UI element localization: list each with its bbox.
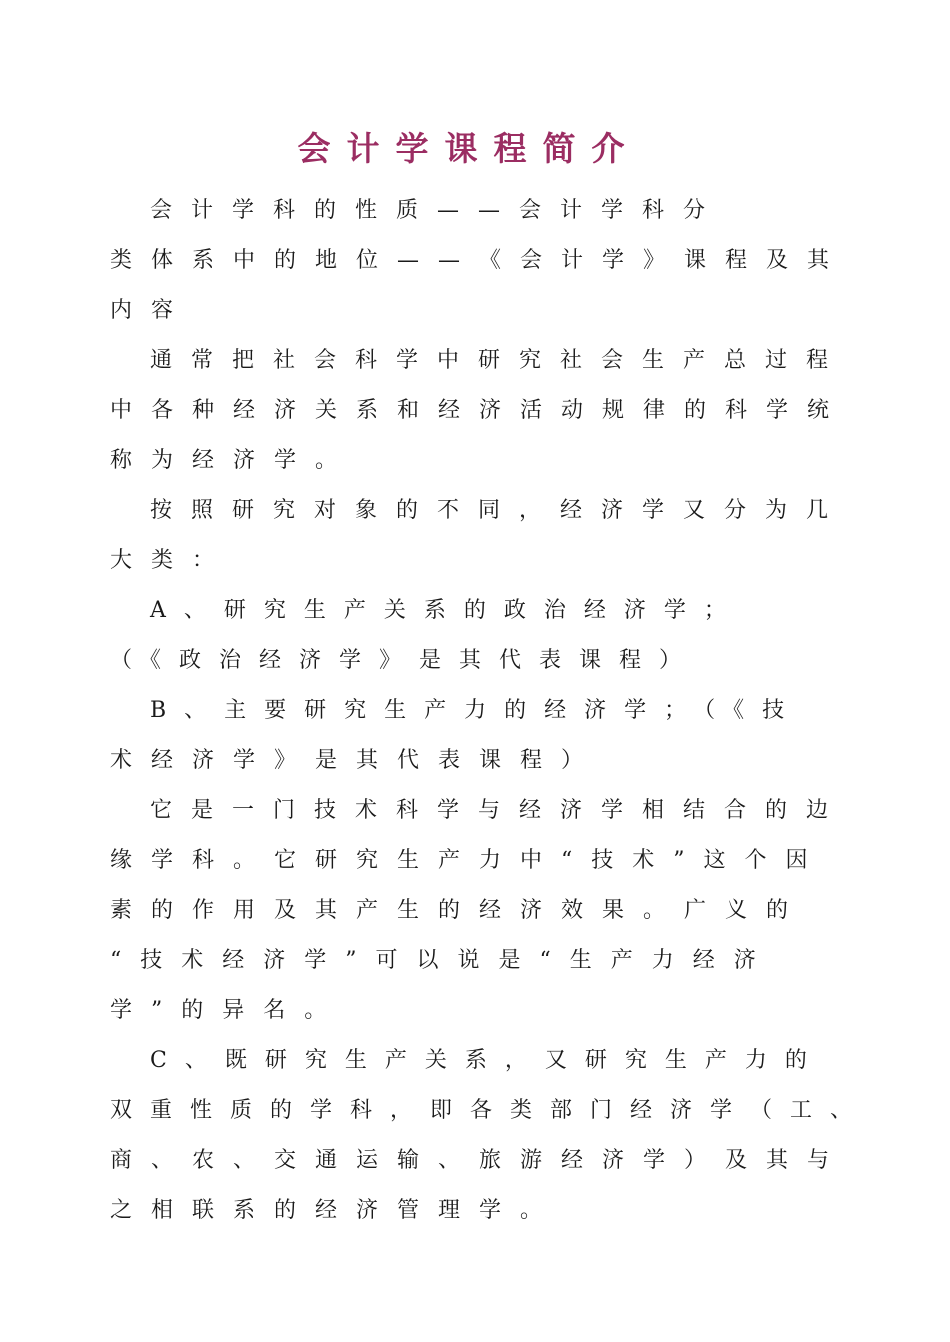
- text-line: C、既研究生产关系，又研究生产力的: [150, 1048, 825, 1073]
- text-line: 内容: [110, 298, 193, 323]
- text-line: “技术经济学”可以说是“生产力经济: [110, 948, 775, 973]
- text-line: 双重性质的学科，即各类部门经济学（工、: [110, 1098, 871, 1123]
- text-line: 之相联系的经济管理学。: [110, 1198, 562, 1223]
- text-line: 大类：: [110, 548, 234, 573]
- text-line: 它是一门技术科学与经济学相结合的边: [150, 798, 848, 823]
- text-line: （《政治经济学》是其代表课程）: [110, 648, 700, 673]
- text-line: 中各种经济关系和经济活动规律的科学统: [110, 398, 849, 423]
- text-line: 会计学科的性质——会计学科分: [150, 198, 725, 223]
- text-line: 学”的异名。: [110, 998, 346, 1023]
- text-line: A、研究生产关系的政治经济学；: [150, 598, 744, 623]
- text-line: 商、农、交通运输、旅游经济学）及其与: [110, 1148, 849, 1173]
- text-line: 缘学科。它研究生产力中“技术”这个因: [110, 848, 827, 873]
- text-line: 通常把社会科学中研究社会生产总过程: [150, 348, 848, 373]
- text-line: 类体系中的地位——《会计学》课程及其: [110, 248, 849, 273]
- text-line: 素的作用及其产生的经济效果。广义的: [110, 898, 808, 923]
- document-title: 会计学课程简介: [297, 129, 641, 168]
- text-line: 称为经济学。: [110, 448, 357, 473]
- text-line: 按照研究对象的不同，经济学又分为几: [150, 498, 848, 523]
- text-line: B、主要研究生产力的经济学；（《技: [150, 698, 803, 723]
- text-line: 术经济学》是其代表课程）: [110, 748, 603, 773]
